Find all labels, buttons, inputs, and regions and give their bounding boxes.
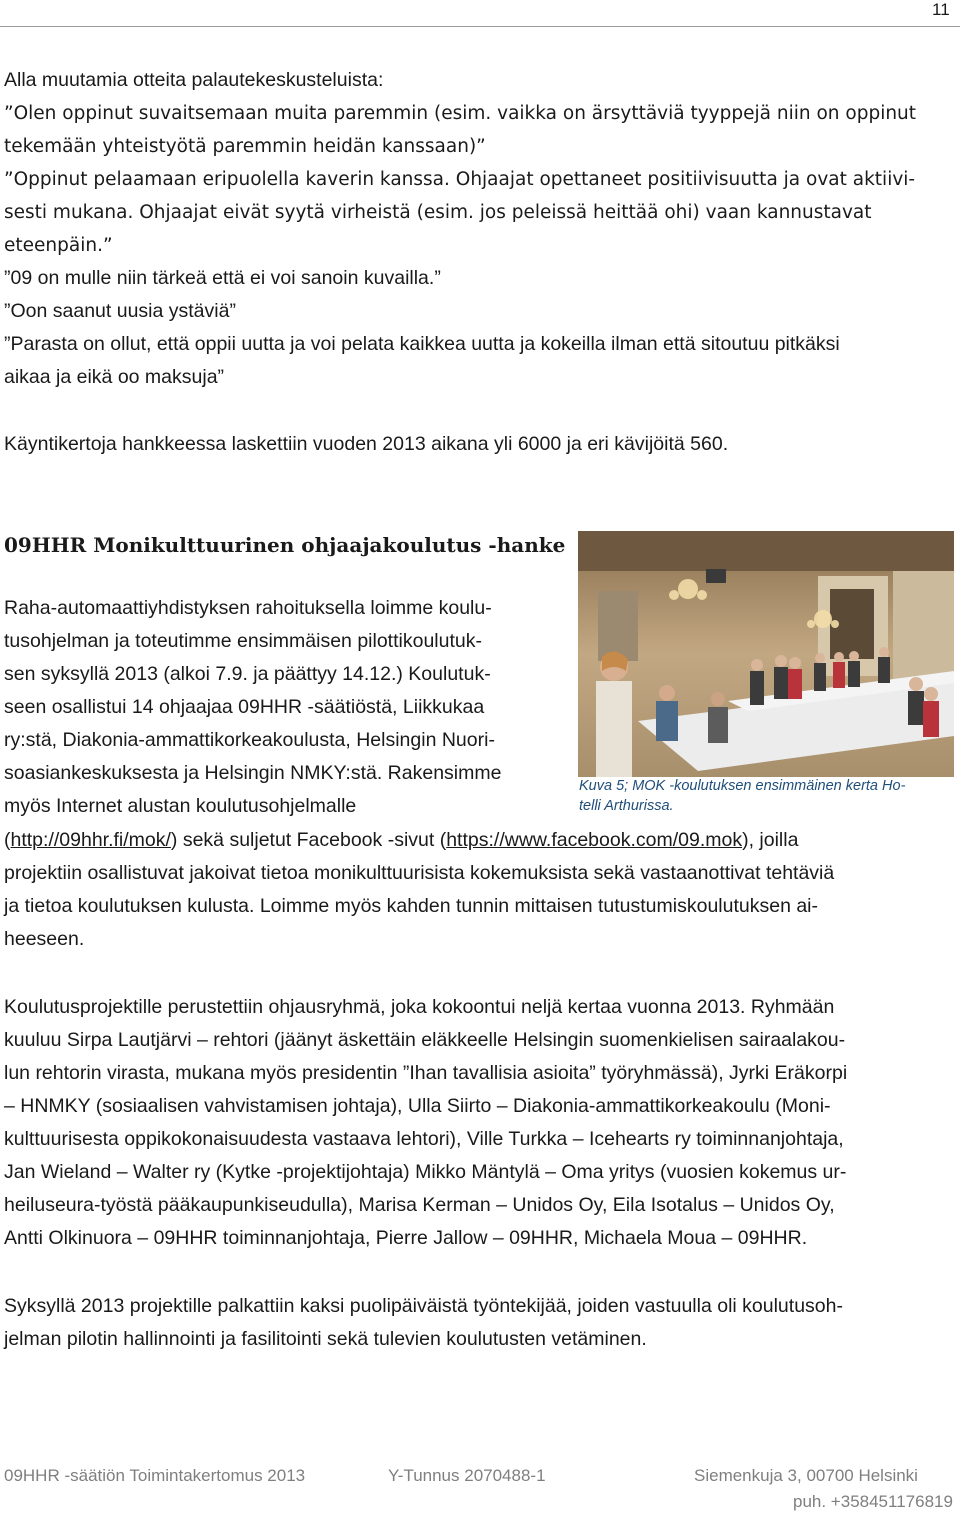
paragraph-line: kuuluu Sirpa Lautjärvi – rehtori (jäänyt äskettäin eläkkeelle Helsingin suomenkielisen sairaalakou- xyxy=(4,1029,846,1051)
paragraph-line: Koulutusprojektille perustettiin ohjausryhmä, joka kokoontui neljä kertaa vuonna 2013. Ryhmään xyxy=(4,996,835,1018)
paragraph-line: projektiin osallistuvat jakoivat tietoa monikulttuurisista kokemuksista sekä vastaanottivat tehtäviä xyxy=(4,862,835,884)
feedback-intro: Alla muutamia otteita palautekeskusteluista: xyxy=(4,69,384,91)
quote-line: ”Oon saanut uusia ystäviä” xyxy=(4,300,236,322)
quote-line: ”09 on mulle niin tärkeä että ei voi sanoin kuvailla.” xyxy=(4,267,441,289)
paragraph-line: – HNMKY (sosiaalisen vahvistamisen johtaja), Ulla Siirto – Diakonia-ammattikorkeakoulu (Moni- xyxy=(4,1095,831,1117)
footer-business-id: Y-Tunnus 2070488-1 xyxy=(388,1466,546,1485)
paragraph-line-links: (http://09hhr.fi/mok/) sekä suljetut Facebook -sivut (https://www.facebook.com/09.mok), joilla xyxy=(4,829,799,851)
paragraph-line: ry:stä, Diakonia-ammattikorkeakoulusta, Helsingin Nuori- xyxy=(4,729,495,751)
mok-website-link[interactable]: http://09hhr.fi/mok/ xyxy=(10,829,171,851)
paragraph-line: sen syksyllä 2013 (alkoi 7.9. ja päättyy 14.12.) Koulutuk- xyxy=(4,663,491,685)
quote-line: ”Olen oppinut suvaitsemaan muita paremmin (esim. vaikka on ärsyttäviä tyyppejä niin on oppinut xyxy=(4,103,917,124)
quote-line: tekemään yhteistyötä paremmin heidän kanssaan)” xyxy=(4,136,486,157)
paragraph-line: myös Internet alustan koulutusohjelmalle xyxy=(4,795,357,817)
footer-org: 09HHR -säätiön Toimintakertomus 2013 xyxy=(4,1466,306,1485)
header-rule xyxy=(0,26,960,27)
section-heading: 09HHR Monikulttuurinen ohjaajakoulutus -hanke xyxy=(4,533,566,557)
paragraph-line: Jan Wieland – Walter ry (Kytke -projektijohtaja) Mikko Mäntylä – Oma yritys (vuosien kokemus ur- xyxy=(4,1161,847,1183)
paragraph-line: heiluseura-työstä pääkaupunkiseudulla), Marisa Kerman – Unidos Oy, Eila Isotalus – Unidos Oy, xyxy=(4,1194,835,1216)
quote-line: aikaa ja eikä oo maksuja” xyxy=(4,366,225,388)
paragraph-line: Syksyllä 2013 projektille palkattiin kaksi puolipäiväistä työntekijää, joiden vastuulla oli koulutusoh- xyxy=(4,1295,843,1317)
paragraph-line: ja tietoa koulutuksen kulusta. Loimme myös kahden tunnin mittaisen tutustumiskoulutuksen ai- xyxy=(4,895,819,917)
paragraph-line: Antti Olkinuora – 09HHR toiminnanjohtaja, Pierre Jallow – 09HHR, Michaela Moua – 09HHR. xyxy=(4,1227,808,1249)
footer-address: Siemenkuja 3, 00700 Helsinki xyxy=(694,1466,918,1485)
paragraph-line: tusohjelman ja toteutimme ensimmäisen pilottikoulutuk- xyxy=(4,630,482,652)
page-number: 11 xyxy=(932,0,950,19)
visits-paragraph: Käyntikertoja hankkeessa laskettiin vuoden 2013 aikana yli 6000 ja eri kävijöitä 560. xyxy=(4,433,729,455)
paragraph-line: jelman pilotin hallinnointi ja fasilitointi sekä tulevien koulutusten vetäminen. xyxy=(4,1328,647,1350)
paragraph-line: soasiankeskuksesta ja Helsingin NMKY:stä. Rakensimme xyxy=(4,762,502,784)
training-photo xyxy=(578,531,954,777)
quote-line: eteenpäin.” xyxy=(4,235,113,256)
paragraph-line: Raha-automaattiyhdistyksen rahoituksella loimme koulu- xyxy=(4,597,492,619)
paragraph-line: heeseen. xyxy=(4,928,85,950)
paragraph-line: kulttuurisesta oppikokonaisuudesta vastaava lehtori), Ville Turkka – Icehearts ry toiminnanjohtaja, xyxy=(4,1128,844,1150)
quote-line: ”Oppinut pelaamaan eripuolella kaverin kanssa. Ohjaajat opettaneet positiivisuutta ja ovat aktiivi- xyxy=(4,169,916,190)
paragraph-line: lun rehtorin virasta, mukana myös presidentin ”Ihan tavallisia asioita” työryhmässä), Jyrki Eräkorpi xyxy=(4,1062,848,1084)
paragraph-line: seen osallistui 14 ohjaajaa 09HHR -säätiöstä, Liikkukaa xyxy=(4,696,485,718)
quote-line: sesti mukana. Ohjaajat eivät syytä virheistä (esim. jos peleissä heittää ohi) vaan kannustavat xyxy=(4,202,872,223)
facebook-link[interactable]: https://www.facebook.com/09.mok xyxy=(446,829,743,851)
photo-caption: Kuva 5; MOK -koulutuksen ensimmäinen kerta Ho- telli Arthurissa. xyxy=(579,778,906,814)
footer-phone: puh. +358451176819 xyxy=(793,1492,953,1511)
quote-line: ”Parasta on ollut, että oppii uutta ja voi pelata kaikkea uutta ja kokeilla ilman että sitoutuu pitkäksi xyxy=(4,333,840,355)
